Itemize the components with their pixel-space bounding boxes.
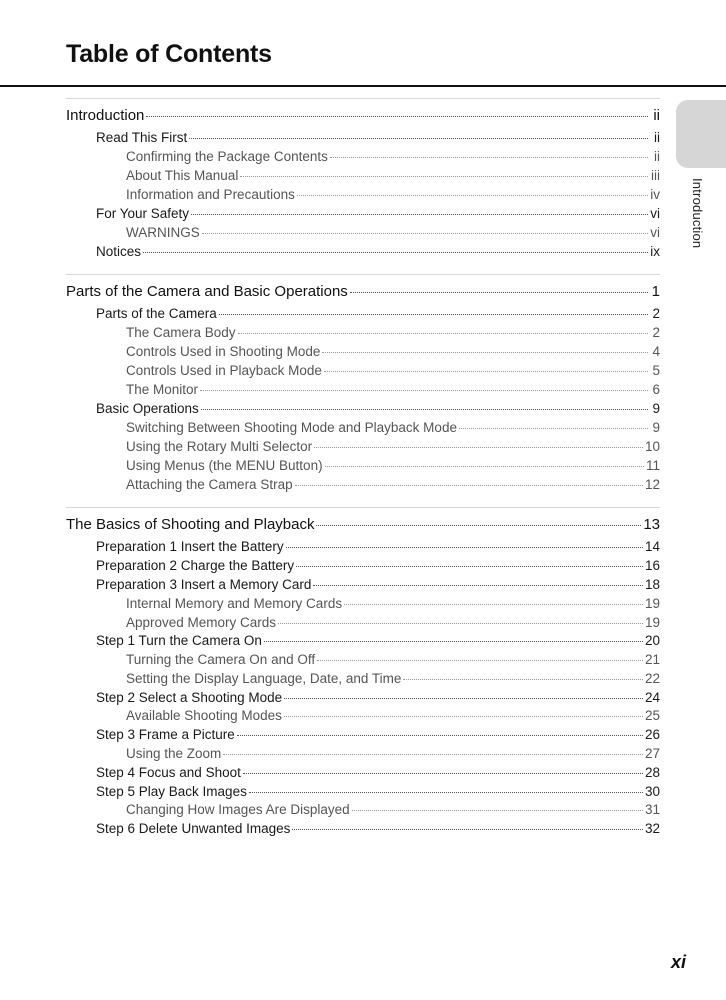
toc-entry-page: iii (651, 168, 660, 183)
dot-leader (202, 233, 648, 234)
toc-entry-label: About This Manual (126, 168, 239, 183)
toc-entry[interactable] (96, 785, 660, 800)
toc-entry-label: Available Shooting Modes (126, 708, 282, 723)
toc-entry[interactable] (126, 709, 660, 724)
toc-entry-page: 25 (644, 708, 660, 723)
toc-entry-page: 11 (645, 458, 660, 473)
toc-entry-page: 1 (651, 283, 660, 300)
toc-entry-page: 24 (644, 690, 660, 705)
toc-entry-label: Introduction (66, 107, 145, 124)
toc-entry-label: WARNINGS (126, 225, 200, 240)
toc-entry[interactable] (126, 459, 660, 474)
toc-entry[interactable] (96, 728, 660, 743)
toc-entry-label: For Your Safety (96, 206, 190, 221)
dot-leader (243, 773, 643, 774)
dot-leader (316, 525, 641, 526)
toc-entry-label: Confirming the Package Contents (126, 149, 328, 164)
dot-leader (191, 214, 648, 215)
toc-entry-page: 9 (652, 420, 660, 435)
dot-leader (286, 547, 643, 548)
toc-entry-label: Using the Zoom (126, 746, 222, 761)
dot-leader (223, 754, 643, 755)
section-divider (66, 98, 660, 99)
section-tab[interactable] (676, 100, 726, 168)
toc-entry-page: 30 (644, 784, 660, 799)
dot-leader (292, 829, 643, 830)
toc-entry[interactable] (126, 653, 660, 668)
toc-entry[interactable] (126, 803, 660, 818)
dot-leader (249, 792, 643, 793)
dot-leader (350, 292, 648, 293)
toc-entry-page: 27 (644, 746, 660, 761)
dot-leader (240, 176, 648, 177)
toc-entry-label: Read This First (96, 130, 188, 145)
toc-entry-label: Parts of the Camera and Basic Operations (66, 283, 348, 300)
toc-entry[interactable] (96, 634, 660, 649)
toc-entry-label: Notices (96, 244, 142, 259)
toc-entry-label: Changing How Images Are Displayed (126, 802, 350, 817)
page-number: xi (670, 952, 686, 972)
toc-entry[interactable] (66, 517, 660, 534)
toc-entry[interactable] (96, 540, 660, 555)
dot-leader (146, 116, 648, 117)
toc-entry[interactable] (126, 597, 660, 612)
toc-entry-page: 28 (644, 765, 660, 780)
toc-entry[interactable] (126, 188, 660, 203)
toc-entry-page: 14 (644, 539, 660, 554)
toc-entry-label: Approved Memory Cards (126, 615, 277, 630)
toc-entry[interactable] (126, 478, 660, 493)
toc-entry-page: 22 (644, 671, 660, 686)
dot-leader (317, 660, 643, 661)
dot-leader (297, 195, 648, 196)
toc-entry-page: vi (650, 225, 660, 240)
dot-leader (201, 409, 648, 410)
toc-entry-page: 4 (652, 344, 660, 359)
dot-leader (314, 447, 643, 448)
toc-entry-page: ii (654, 130, 660, 145)
toc-entry-page: 26 (644, 727, 660, 742)
section-divider (66, 274, 660, 275)
toc-entry[interactable] (126, 672, 660, 687)
toc-entry-label: Controls Used in Playback Mode (126, 363, 322, 378)
toc-entry-label: Step 3 Frame a Picture (96, 727, 235, 742)
toc-entry-label: Preparation 3 Insert a Memory Card (96, 577, 312, 592)
toc-entry-label: Step 5 Play Back Images (96, 784, 247, 799)
toc-entry-label: Using Menus (the MENU Button) (126, 458, 323, 473)
toc-entry-page: 12 (644, 477, 660, 492)
toc-entry-page: iv (650, 187, 660, 202)
toc-entry-page: vi (650, 206, 660, 221)
dot-leader (344, 604, 643, 605)
dot-leader (403, 679, 643, 680)
toc-entry[interactable] (126, 169, 660, 184)
toc-entry-page: 2 (652, 306, 660, 321)
toc-entry-label: Attaching the Camera Strap (126, 477, 293, 492)
toc-entry-page: ii (654, 149, 660, 164)
toc-entry[interactable] (66, 284, 660, 301)
dot-leader (237, 735, 643, 736)
toc-entry-label: Step 6 Delete Unwanted Images (96, 821, 291, 836)
toc-entry-page: 21 (644, 652, 660, 667)
toc-entry[interactable] (126, 226, 660, 241)
section-divider (66, 507, 660, 508)
toc-entry-label: Information and Precautions (126, 187, 295, 202)
toc-entry-page: 2 (652, 325, 660, 340)
toc-entry[interactable] (126, 440, 660, 455)
toc-entry-label: Turning the Camera On and Off (126, 652, 316, 667)
toc-entry-page: 16 (644, 558, 660, 573)
toc-entry[interactable] (96, 131, 660, 146)
dot-leader (325, 466, 644, 467)
toc-entry[interactable] (126, 150, 660, 165)
dot-leader (200, 390, 648, 391)
toc-entry-label: The Basics of Shooting and Playback (66, 516, 315, 533)
toc-entry-label: Parts of the Camera (96, 306, 217, 321)
toc-entry-page: 13 (643, 516, 660, 533)
toc-entry-label: Using the Rotary Multi Selector (126, 439, 313, 454)
toc-entry-label: Step 1 Turn the Camera On (96, 633, 262, 648)
toc-entry-label: Step 4 Focus and Shoot (96, 765, 241, 780)
dot-leader (284, 716, 643, 717)
toc-entry-label: Preparation 2 Charge the Battery (96, 558, 295, 573)
toc-entry-page: ix (650, 244, 660, 259)
toc-entry-page: 20 (644, 633, 660, 648)
toc-entry-label: Internal Memory and Memory Cards (126, 596, 343, 611)
toc-entry[interactable] (126, 383, 660, 398)
toc-entry[interactable] (96, 559, 660, 574)
dot-leader (313, 585, 643, 586)
toc-entry-label: Switching Between Shooting Mode and Playback Mode (126, 420, 457, 435)
toc-entry-page: 32 (644, 821, 660, 836)
toc-entry-page: 18 (644, 577, 660, 592)
dot-leader (189, 138, 648, 139)
dot-leader (143, 252, 648, 253)
toc-entry[interactable] (126, 345, 660, 360)
toc-entry-page: 9 (652, 401, 660, 416)
toc-entry[interactable] (96, 822, 660, 837)
toc-entry[interactable] (126, 364, 660, 379)
toc-entry-label: The Camera Body (126, 325, 236, 340)
dot-leader (296, 566, 643, 567)
toc-entry[interactable] (96, 402, 660, 417)
dot-leader (219, 314, 648, 315)
toc-entry[interactable] (96, 207, 660, 222)
toc-entry-label: The Monitor (126, 382, 199, 397)
dot-leader (264, 641, 643, 642)
dot-leader (459, 428, 648, 429)
toc-entry-page: 19 (644, 596, 660, 611)
dot-leader (330, 157, 648, 158)
toc-entry-page: ii (653, 107, 660, 124)
page-title: Table of Contents (66, 40, 272, 68)
toc-entry[interactable] (126, 326, 660, 341)
toc-entry-label: Preparation 1 Insert the Battery (96, 539, 284, 554)
dot-leader (284, 698, 643, 699)
toc-entry-page: 6 (652, 382, 660, 397)
toc-entry[interactable] (96, 245, 660, 260)
toc-entry-page: 31 (644, 802, 660, 817)
toc-entry-label: Controls Used in Shooting Mode (126, 344, 321, 359)
dot-leader (278, 623, 643, 624)
toc-entry[interactable] (126, 616, 660, 631)
section-tab-label: Introduction (690, 178, 705, 249)
toc-entry[interactable] (96, 766, 660, 781)
toc-entry-page: 10 (644, 439, 660, 454)
toc-entry[interactable] (96, 307, 660, 322)
toc-entry-label: Step 2 Select a Shooting Mode (96, 690, 283, 705)
dot-leader (238, 333, 648, 334)
toc-entry-page: 19 (644, 615, 660, 630)
toc-entry[interactable] (126, 421, 660, 436)
toc-entry-label: Basic Operations (96, 401, 199, 416)
toc-entry-page: 5 (652, 363, 660, 378)
title-divider (0, 85, 726, 87)
toc-entry[interactable] (126, 747, 660, 762)
dot-leader (295, 485, 643, 486)
toc-entry[interactable] (96, 691, 660, 706)
toc-entry[interactable] (96, 578, 660, 593)
toc-entry[interactable] (66, 108, 660, 125)
dot-leader (352, 810, 643, 811)
dot-leader (322, 352, 648, 353)
toc-entry-label: Setting the Display Language, Date, and Time (126, 671, 402, 686)
dot-leader (324, 371, 648, 372)
